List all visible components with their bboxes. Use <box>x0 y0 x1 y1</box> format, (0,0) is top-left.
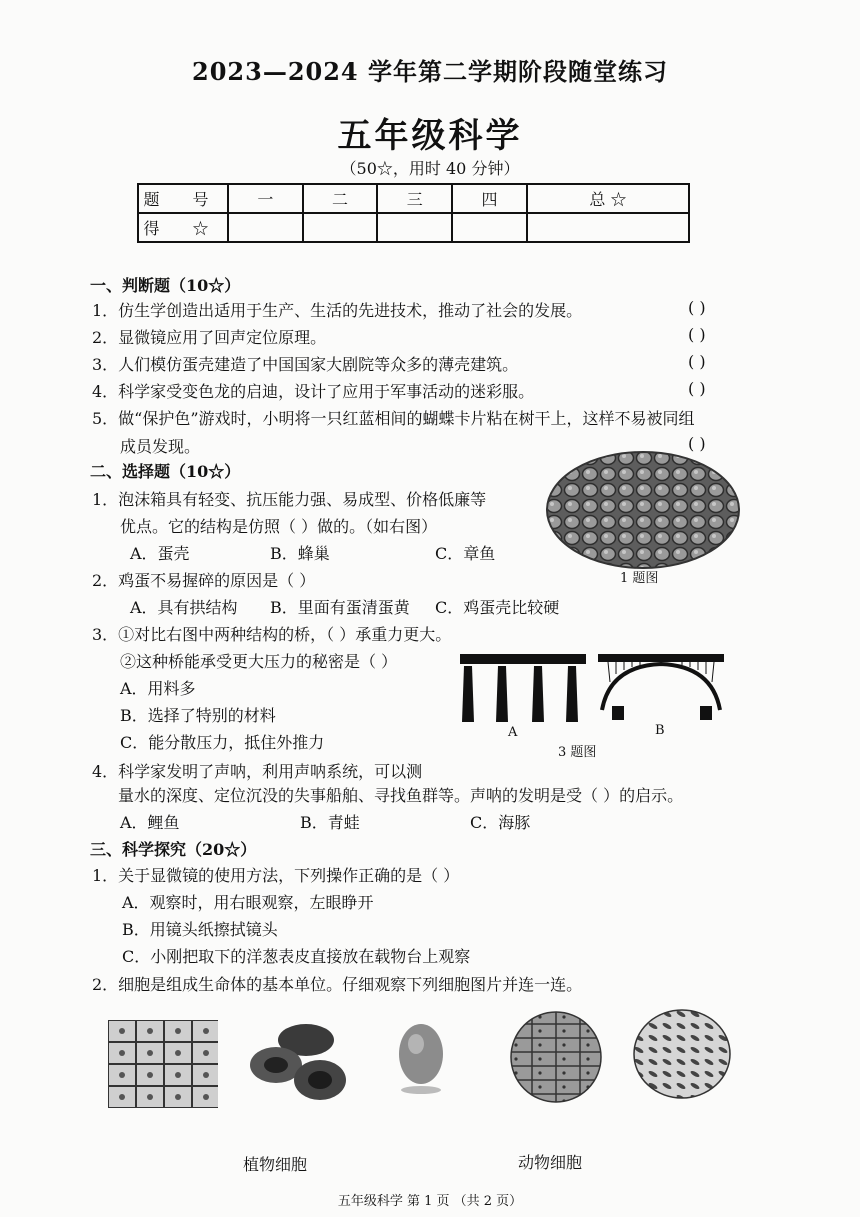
score-table-cell: 总 ☆ <box>527 184 689 213</box>
page-footer: 五年级科学 第 1 页 （共 2 页） <box>337 1194 523 1209</box>
q3-option-b: B．选择了特别的材料 <box>120 706 276 725</box>
plant-cell-image <box>108 1020 218 1108</box>
red-blood-cell-image <box>246 1020 350 1106</box>
choice-q3-line1: 3．①对比右图中两种结构的桥，（ ）承重力更大。 <box>92 625 452 644</box>
choice-q4-line1: 4．科学家发明了声呐，利用声呐系统，可以测 <box>92 762 423 781</box>
beam-bridge-a-image <box>458 652 588 727</box>
score-table <box>137 183 690 243</box>
choice-q4-line2: 量水的深度、定位沉没的失事船舶、寻找鱼群等。声呐的发明是受（ ）的启示。 <box>118 786 684 805</box>
score-table-cell: 四 <box>452 184 527 213</box>
q1-option-b: B．蜂巢 <box>270 544 330 563</box>
exam-info: （50☆，用时 40 分钟） <box>340 159 520 178</box>
bridge-a-label: A <box>508 725 518 740</box>
answer-paren[interactable]: ( ) <box>688 379 706 398</box>
bridge-b-label: B <box>655 723 665 738</box>
plant-cell-label: 植物细胞 <box>243 1155 308 1174</box>
judge-item-2: 2．显微镜应用了回声定位原理。 <box>92 328 327 347</box>
choice-q1-line1: 1．泡沫箱具有轻变、抗压能力强、易成型、价格低廉等 <box>92 490 487 509</box>
arch-bridge-b-image <box>596 652 726 722</box>
judge-item-4: 4．科学家受变色龙的启迪，设计了应用于军事活动的迷彩服。 <box>92 382 535 401</box>
answer-paren[interactable]: ( ) <box>688 434 706 453</box>
inquiry-q1-option-c: C．小刚把取下的洋葱表皮直接放在载物台上观察 <box>122 947 471 966</box>
q2-option-c: C．鸡蛋壳比较硬 <box>435 598 560 617</box>
exam-title: 2023—2024 学年第二学期阶段随堂练习 <box>192 57 668 86</box>
section-2-title: 二、选择题（10☆） <box>90 462 241 481</box>
score-input-cell[interactable] <box>452 213 527 242</box>
egg-image <box>394 1016 448 1096</box>
q3-option-a: A．用料多 <box>120 679 196 698</box>
judge-item-5-cont: 成员发现。 <box>120 437 201 456</box>
inquiry-q2-stem: 2．细胞是组成生命体的基本单位。仔细观察下列细胞图片并连一连。 <box>92 975 583 994</box>
q4-option-b: B．青蛙 <box>300 813 360 832</box>
q1-option-c: C．章鱼 <box>435 544 496 563</box>
score-table-cell: 题 号 <box>138 184 228 213</box>
onion-cell-image <box>508 1010 604 1104</box>
judge-item-3: 3．人们模仿蛋壳建造了中国国家大剧院等众多的薄壳建筑。 <box>92 355 519 374</box>
score-table-cell: 二 <box>303 184 378 213</box>
animal-cell-label: 动物细胞 <box>518 1153 583 1172</box>
score-input-cell[interactable] <box>377 213 452 242</box>
choice-q1-line2: 优点。它的结构是仿照（ ）做的。（如右图） <box>120 517 438 536</box>
score-table-cell: 三 <box>377 184 452 213</box>
q3-option-c: C．能分散压力，抵住外推力 <box>120 733 325 752</box>
figure-3-caption: 3 题图 <box>558 745 597 760</box>
answer-paren[interactable]: ( ) <box>688 325 706 344</box>
score-input-cell[interactable] <box>228 213 303 242</box>
inquiry-q1-option-b: B．用镜头纸擦拭镜头 <box>122 920 278 939</box>
q2-option-a: A．具有拱结构 <box>130 598 238 617</box>
score-table-header-row <box>138 184 689 213</box>
animal-tissue-cell-image <box>632 1008 732 1100</box>
foam-structure-image <box>545 450 741 570</box>
section-1-title: 一、判断题（10☆） <box>90 276 241 295</box>
inquiry-q1-option-a: A．观察时，用右眼观察，左眼睁开 <box>122 893 374 912</box>
score-input-cell[interactable] <box>527 213 689 242</box>
choice-q3-line2: ②这种桥能承受更大压力的秘密是（ ） <box>120 652 398 671</box>
score-table-cell: 一 <box>228 184 303 213</box>
q2-option-b: B．里面有蛋清蛋黄 <box>270 598 410 617</box>
subject-title: 五年级科学 <box>337 116 523 156</box>
answer-paren[interactable]: ( ) <box>688 352 706 371</box>
score-input-cell[interactable] <box>303 213 378 242</box>
q1-option-a: A．蛋壳 <box>130 544 190 563</box>
choice-q2-stem: 2．鸡蛋不易握碎的原因是（ ） <box>92 571 316 590</box>
inquiry-q1-stem: 1．关于显微镜的使用方法，下列操作正确的是（ ） <box>92 866 460 885</box>
q4-option-c: C．海豚 <box>470 813 531 832</box>
score-table-cell: 得 ☆ <box>138 213 228 242</box>
q4-option-a: A．鲤鱼 <box>120 813 180 832</box>
score-table-score-row <box>138 213 689 242</box>
answer-paren[interactable]: ( ) <box>688 298 706 317</box>
section-3-title: 三、科学探究（20☆） <box>90 840 257 859</box>
figure-1-caption: 1 题图 <box>620 571 659 586</box>
judge-item-1: 1．仿生学创造出适用于生产、生活的先进技术，推动了社会的发展。 <box>92 301 583 320</box>
judge-item-5: 5．做“保护色”游戏时，小明将一只红蓝相间的蝴蝶卡片粘在树干上，这样不易被同组 <box>92 409 695 428</box>
